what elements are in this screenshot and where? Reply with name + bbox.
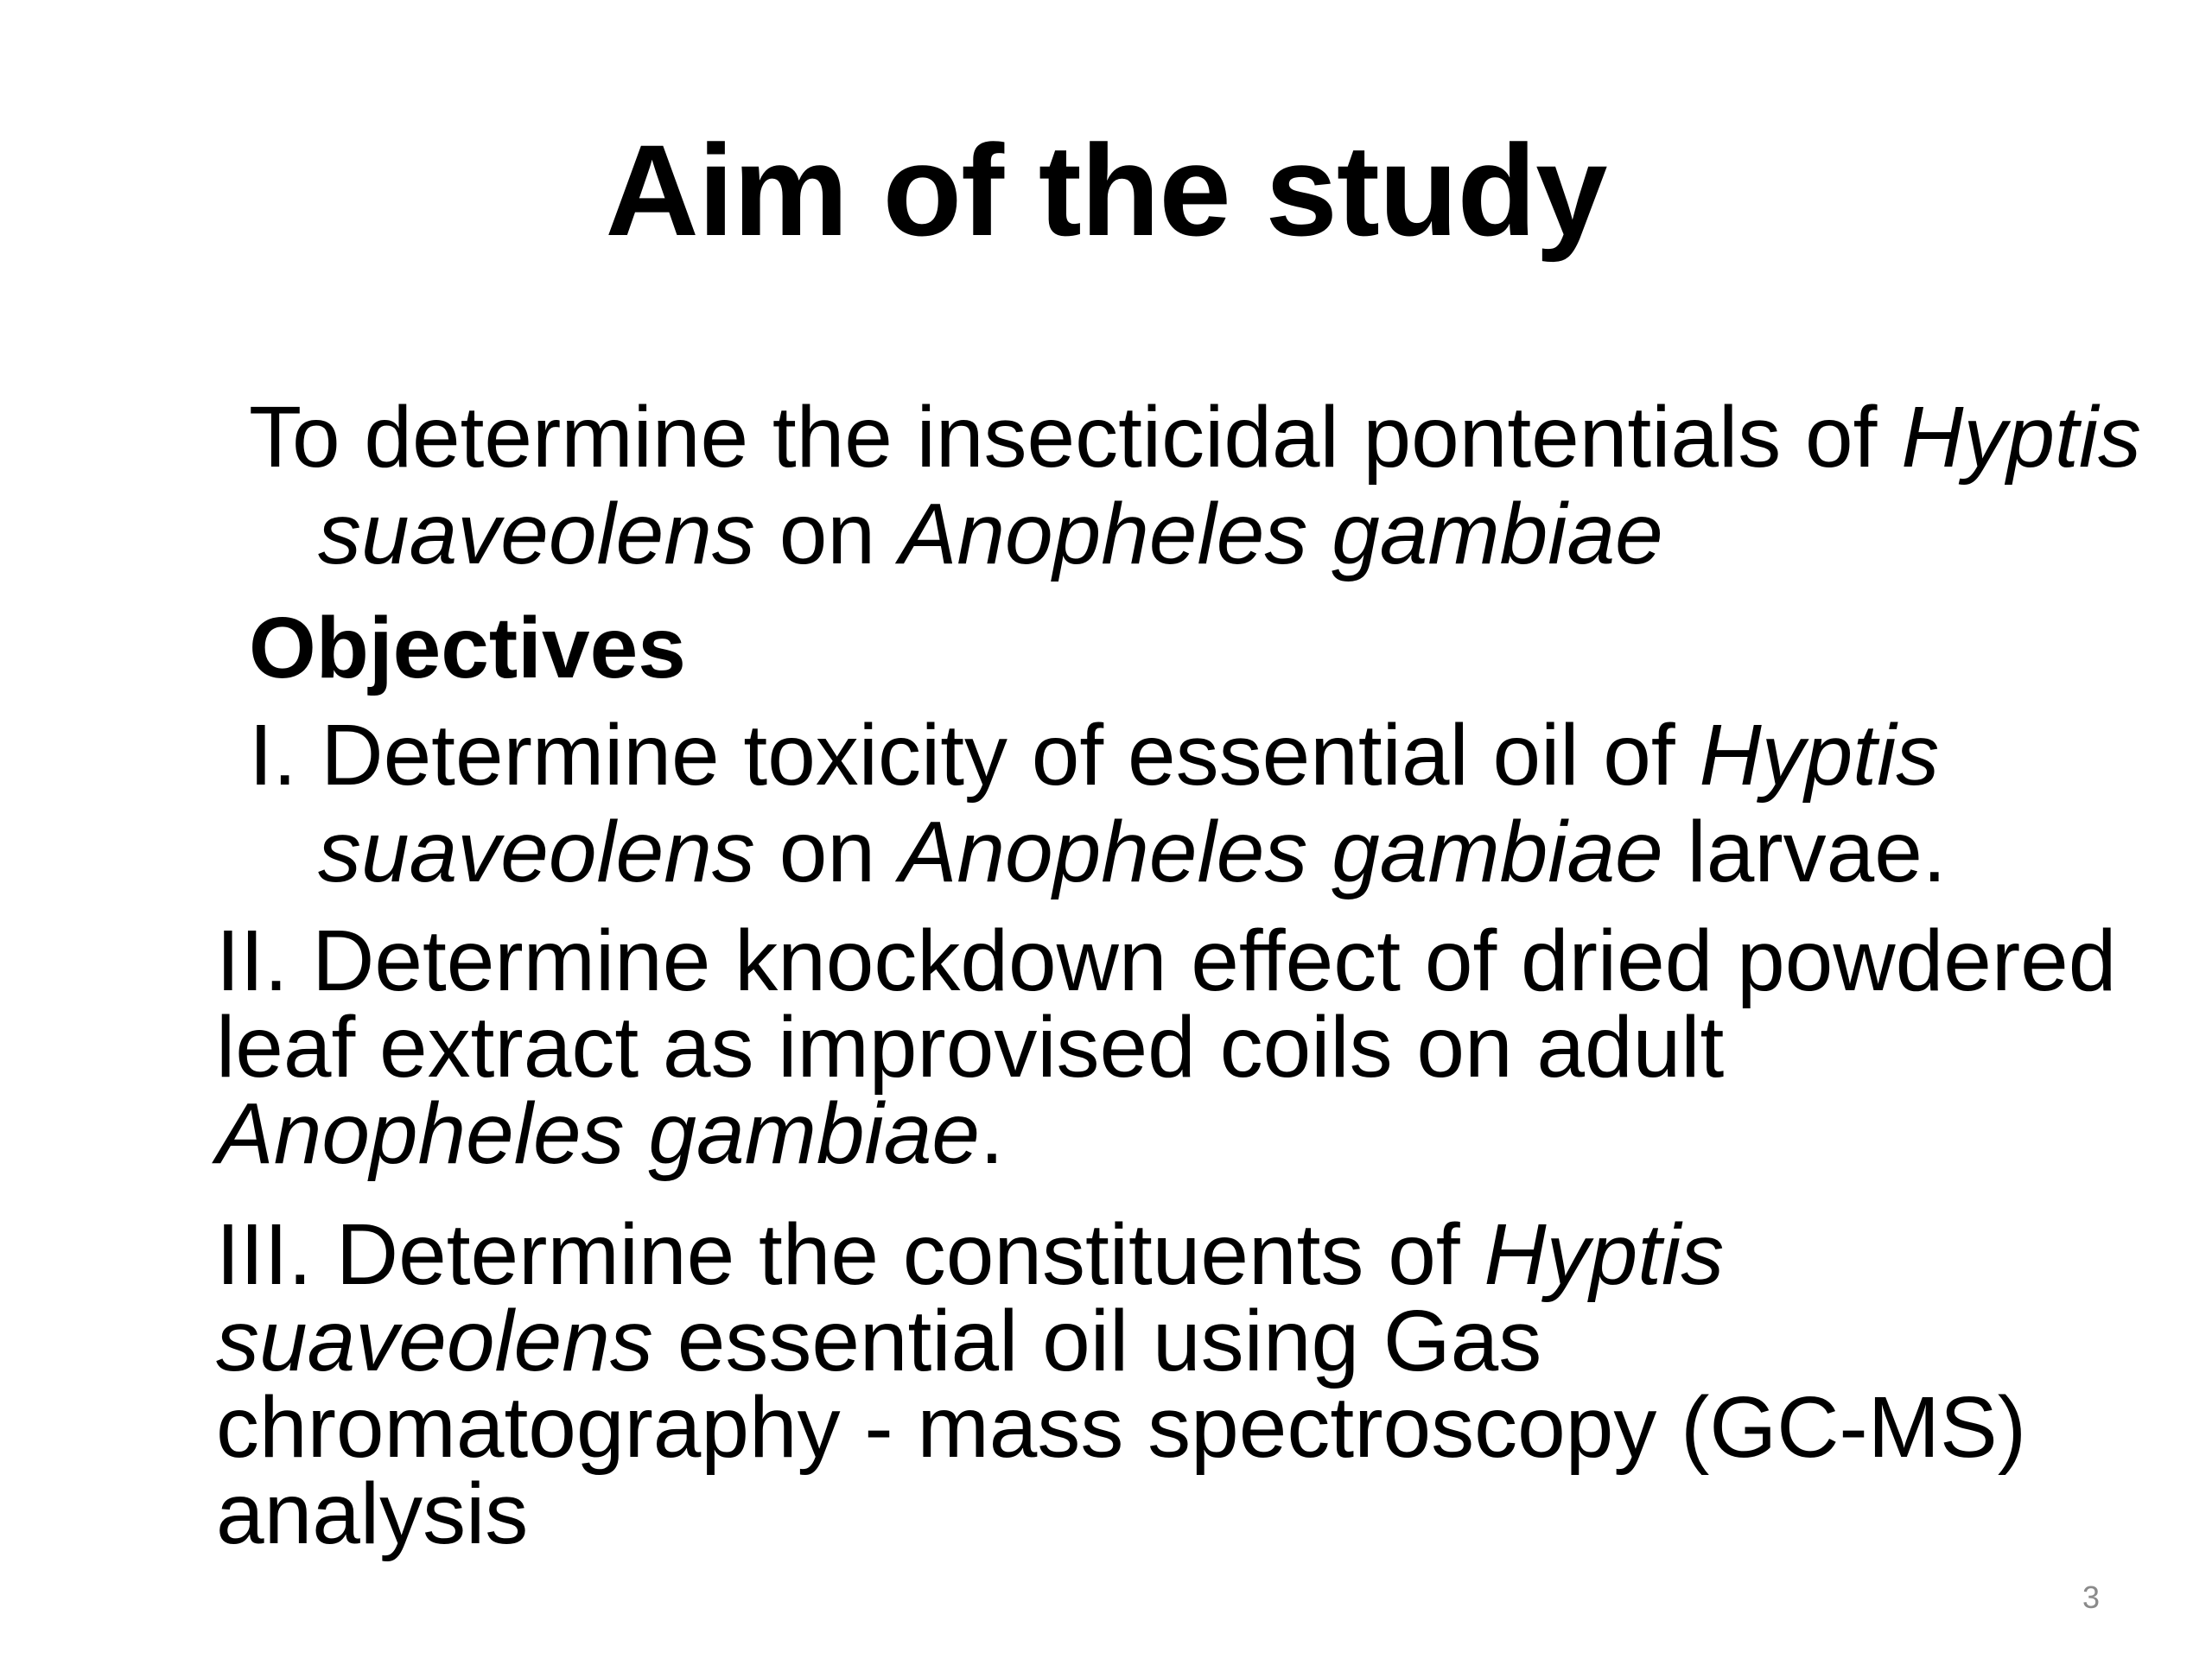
objective-1-text: I. Determine toxicity of essential oil of	[249, 707, 1700, 804]
objective-1-species-plant: Hyptis suaveolens	[318, 707, 1940, 900]
objectives-heading: Objectives	[249, 600, 686, 696]
aim-text: To determine the insecticidal pontentials of	[249, 389, 1902, 486]
objective-2-species-mosquito: Anopheles gambiae	[216, 1085, 980, 1182]
objective-2-period: .	[979, 1085, 1004, 1182]
objective-1-text-larvae: larvae.	[1662, 804, 1947, 900]
aim-statement	[249, 389, 2152, 582]
objective-1	[249, 707, 2152, 900]
objective-2-text: II. Determine knockdown effect of dried powdered leaf extract as improvised coils on adult	[216, 912, 2117, 1096]
objective-2	[216, 912, 2152, 1182]
objective-3-text-analysis: essential oil using Gas chromatography - mass spectroscopy (GC-MS) analysis	[216, 1293, 2027, 1562]
slide-content	[216, 389, 2152, 1562]
aim-text-on: on	[754, 486, 899, 582]
objective-3-text: III. Determine the constituents of	[216, 1206, 1484, 1303]
aim-species-mosquito: Anopheles gambiae	[899, 486, 1663, 582]
page-number: 3	[2082, 1580, 2100, 1615]
objective-1-species-mosquito: Anopheles gambiae	[899, 804, 1663, 900]
slide-title: Aim of the study	[605, 118, 1607, 263]
aim-species-plant: Hyptis suaveolens	[318, 389, 2142, 582]
objective-1-text-on: on	[754, 804, 899, 900]
objective-3	[216, 1206, 2152, 1562]
objective-3-species-plant: Hyptis suaveolens	[216, 1206, 1725, 1389]
